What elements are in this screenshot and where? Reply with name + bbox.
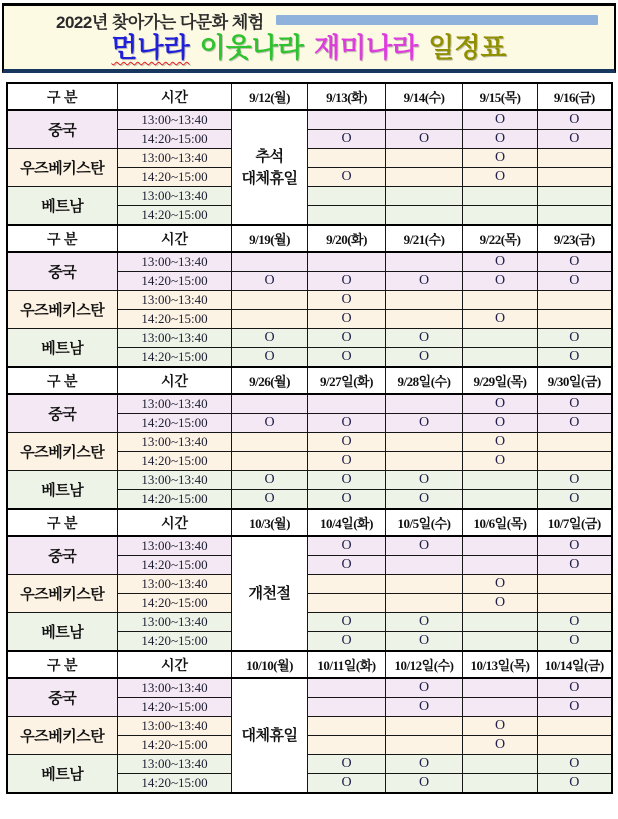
group-header-cell: 구 분	[7, 83, 118, 110]
mark-cell: O	[308, 414, 386, 433]
mark-cell: O	[308, 168, 386, 187]
holiday-cell	[232, 678, 308, 793]
mark-cell	[386, 310, 463, 329]
mark-cell	[538, 206, 612, 226]
mark-cell	[386, 394, 463, 414]
schedule-row	[7, 110, 612, 130]
mark-cell: O	[463, 394, 538, 414]
date-header-cell: 10/13일(목)	[463, 651, 538, 678]
title-word: 일정표	[428, 33, 507, 63]
country-cell: 우즈베키스탄	[7, 433, 118, 471]
time-slot-cell: 14:20~15:00	[118, 348, 232, 368]
mark-cell	[463, 698, 538, 717]
schedule-row	[7, 187, 612, 206]
country-cell: 중국	[7, 536, 118, 575]
mark-cell: O	[386, 678, 463, 698]
mark-cell	[308, 717, 386, 736]
title-word: 재미나라	[314, 33, 419, 63]
time-header-cell: 시간	[118, 651, 232, 678]
date-header-cell: 9/20(화)	[308, 225, 386, 252]
mark-cell	[232, 252, 308, 272]
date-header-cell: 10/3(월)	[232, 509, 308, 536]
mark-cell: O	[463, 594, 538, 613]
country-cell: 베트남	[7, 755, 118, 794]
country-cell: 중국	[7, 394, 118, 433]
mark-cell: O	[538, 632, 612, 652]
mark-cell	[308, 252, 386, 272]
date-header-cell: 9/16(금)	[538, 83, 612, 110]
mark-cell: O	[232, 414, 308, 433]
mark-cell: O	[463, 433, 538, 452]
mark-cell	[463, 329, 538, 348]
mark-cell	[232, 310, 308, 329]
time-slot-cell: 13:00~13:40	[118, 678, 232, 698]
holiday-cell	[232, 536, 308, 651]
mark-cell	[538, 575, 612, 594]
mark-cell	[538, 452, 612, 471]
mark-cell	[308, 149, 386, 168]
time-slot-cell: 13:00~13:40	[118, 252, 232, 272]
mark-cell	[463, 490, 538, 510]
time-slot-cell: 14:20~15:00	[118, 206, 232, 226]
mark-cell: O	[386, 471, 463, 490]
title-word: 먼나라	[111, 33, 190, 63]
mark-cell	[308, 110, 386, 130]
mark-cell: O	[538, 414, 612, 433]
mark-cell: O	[538, 536, 612, 556]
date-header-cell: 9/13(화)	[308, 83, 386, 110]
time-slot-cell: 13:00~13:40	[118, 471, 232, 490]
time-slot-cell: 14:20~15:00	[118, 414, 232, 433]
mark-cell	[232, 433, 308, 452]
mark-cell	[463, 613, 538, 632]
mark-cell: O	[386, 348, 463, 368]
date-header-cell: 9/27일(화)	[308, 367, 386, 394]
mark-cell	[386, 206, 463, 226]
country-cell: 우즈베키스탄	[7, 717, 118, 755]
holiday-label-line: 대체휴일	[241, 170, 298, 187]
schedule-table-body	[7, 83, 612, 793]
date-header-cell: 10/10(월)	[232, 651, 308, 678]
mark-cell: O	[386, 755, 463, 774]
mark-cell: O	[463, 736, 538, 755]
mark-cell: O	[538, 394, 612, 414]
mark-cell	[538, 717, 612, 736]
mark-cell: O	[538, 613, 612, 632]
time-slot-cell: 14:20~15:00	[118, 594, 232, 613]
time-slot-cell: 14:20~15:00	[118, 272, 232, 291]
mark-cell	[386, 433, 463, 452]
mark-cell	[463, 632, 538, 652]
mark-cell	[386, 291, 463, 310]
mark-cell	[538, 168, 612, 187]
date-header-cell: 10/6일(목)	[463, 509, 538, 536]
mark-cell	[463, 774, 538, 794]
mark-cell: O	[538, 348, 612, 368]
mark-cell: O	[386, 632, 463, 652]
mark-cell: O	[386, 414, 463, 433]
schedule-row	[7, 755, 612, 774]
time-slot-cell: 14:20~15:00	[118, 452, 232, 471]
date-header-cell: 9/22(목)	[463, 225, 538, 252]
page-title	[4, 31, 614, 65]
mark-cell: O	[232, 471, 308, 490]
mark-cell	[308, 187, 386, 206]
group-header-cell: 구 분	[7, 367, 118, 394]
holiday-cell	[232, 110, 308, 225]
date-header-cell: 9/12(월)	[232, 83, 308, 110]
mark-cell: O	[538, 130, 612, 149]
mark-cell	[308, 698, 386, 717]
date-header-cell: 9/23(금)	[538, 225, 612, 252]
mark-cell: O	[538, 774, 612, 794]
mark-cell	[538, 149, 612, 168]
mark-cell: O	[308, 433, 386, 452]
time-slot-cell: 13:00~13:40	[118, 110, 232, 130]
date-header-cell: 9/26(월)	[232, 367, 308, 394]
mark-cell	[538, 736, 612, 755]
country-cell: 우즈베키스탄	[7, 149, 118, 187]
schedule-row	[7, 717, 612, 736]
schedule-row	[7, 252, 612, 272]
time-header-cell: 시간	[118, 83, 232, 110]
mark-cell: O	[308, 272, 386, 291]
mark-cell	[463, 206, 538, 226]
holiday-label-line: 대체휴일	[241, 727, 298, 744]
mark-cell	[463, 348, 538, 368]
time-slot-cell: 13:00~13:40	[118, 149, 232, 168]
time-slot-cell: 13:00~13:40	[118, 394, 232, 414]
mark-cell: O	[538, 556, 612, 575]
time-slot-cell: 14:20~15:00	[118, 556, 232, 575]
country-cell: 베트남	[7, 471, 118, 510]
mark-cell	[308, 736, 386, 755]
time-slot-cell: 13:00~13:40	[118, 755, 232, 774]
mark-cell	[232, 291, 308, 310]
schedule-row	[7, 471, 612, 490]
date-header-cell: 9/15(목)	[463, 83, 538, 110]
mark-cell	[463, 755, 538, 774]
mark-cell	[538, 594, 612, 613]
mark-cell	[386, 149, 463, 168]
schedule-row	[7, 575, 612, 594]
date-header-cell: 10/14일(금)	[538, 651, 612, 678]
mark-cell	[463, 678, 538, 698]
time-slot-cell: 14:20~15:00	[118, 698, 232, 717]
mark-cell: O	[308, 632, 386, 652]
program-subtitle: 2022년 찾아가는 다문화 체험	[56, 12, 264, 32]
mark-cell: O	[308, 755, 386, 774]
mark-cell: O	[386, 272, 463, 291]
date-header-cell: 9/30일(금)	[538, 367, 612, 394]
date-header-cell: 9/19(월)	[232, 225, 308, 252]
schedule-row	[7, 291, 612, 310]
time-slot-cell: 13:00~13:40	[118, 187, 232, 206]
mark-cell: O	[232, 348, 308, 368]
mark-cell: O	[463, 575, 538, 594]
mark-cell: O	[538, 110, 612, 130]
time-slot-cell: 13:00~13:40	[118, 613, 232, 632]
mark-cell: O	[538, 329, 612, 348]
mark-cell: O	[386, 698, 463, 717]
week-header-row	[7, 367, 612, 394]
date-header-cell: 9/28일(수)	[386, 367, 463, 394]
mark-cell: O	[463, 149, 538, 168]
mark-cell	[538, 187, 612, 206]
mark-cell	[386, 252, 463, 272]
mark-cell: O	[386, 329, 463, 348]
week-header-row	[7, 651, 612, 678]
mark-cell	[386, 168, 463, 187]
date-header-cell: 10/4일(화)	[308, 509, 386, 536]
schedule-row	[7, 678, 612, 698]
mark-cell	[386, 452, 463, 471]
mark-cell	[463, 187, 538, 206]
mark-cell	[463, 536, 538, 556]
mark-cell: O	[463, 452, 538, 471]
holiday-label-line: 추석	[255, 148, 284, 165]
mark-cell: O	[308, 291, 386, 310]
time-slot-cell: 14:20~15:00	[118, 632, 232, 652]
mark-cell: O	[538, 678, 612, 698]
mark-cell	[308, 678, 386, 698]
mark-cell: O	[386, 490, 463, 510]
country-cell: 중국	[7, 252, 118, 291]
mark-cell	[308, 394, 386, 414]
time-slot-cell: 13:00~13:40	[118, 717, 232, 736]
title-banner	[2, 3, 616, 73]
mark-cell: O	[463, 414, 538, 433]
mark-cell: O	[538, 755, 612, 774]
country-cell: 중국	[7, 678, 118, 717]
time-slot-cell: 14:20~15:00	[118, 130, 232, 149]
time-slot-cell: 14:20~15:00	[118, 310, 232, 329]
mark-cell: O	[308, 556, 386, 575]
mark-cell	[538, 433, 612, 452]
mark-cell	[463, 471, 538, 490]
week-header-row	[7, 83, 612, 110]
mark-cell: O	[463, 717, 538, 736]
country-cell: 베트남	[7, 329, 118, 368]
time-slot-cell: 14:20~15:00	[118, 168, 232, 187]
time-slot-cell: 14:20~15:00	[118, 490, 232, 510]
mark-cell: O	[308, 310, 386, 329]
mark-cell	[308, 594, 386, 613]
mark-cell: O	[463, 168, 538, 187]
mark-cell: O	[538, 471, 612, 490]
schedule-row	[7, 433, 612, 452]
mark-cell: O	[463, 110, 538, 130]
mark-cell	[538, 310, 612, 329]
time-header-cell: 시간	[118, 367, 232, 394]
mark-cell: O	[232, 329, 308, 348]
time-slot-cell: 13:00~13:40	[118, 536, 232, 556]
mark-cell	[386, 717, 463, 736]
mark-cell	[538, 291, 612, 310]
mark-cell	[386, 575, 463, 594]
date-header-cell: 9/14(수)	[386, 83, 463, 110]
holiday-label-line: 개천절	[248, 585, 291, 602]
accent-bar	[276, 15, 598, 25]
mark-cell: O	[463, 310, 538, 329]
date-header-cell: 10/7일(금)	[538, 509, 612, 536]
group-header-cell: 구 분	[7, 225, 118, 252]
date-header-cell: 10/11일(화)	[308, 651, 386, 678]
mark-cell	[308, 206, 386, 226]
banner-subtitle-row	[4, 9, 614, 31]
country-cell: 우즈베키스탄	[7, 575, 118, 613]
mark-cell	[386, 594, 463, 613]
time-slot-cell: 14:20~15:00	[118, 736, 232, 755]
mark-cell: O	[538, 272, 612, 291]
mark-cell	[386, 110, 463, 130]
mark-cell: O	[308, 130, 386, 149]
date-header-cell: 9/29일(목)	[463, 367, 538, 394]
group-header-cell: 구 분	[7, 651, 118, 678]
mark-cell: O	[463, 252, 538, 272]
country-cell: 중국	[7, 110, 118, 149]
week-header-row	[7, 225, 612, 252]
country-cell: 우즈베키스탄	[7, 291, 118, 329]
mark-cell	[232, 452, 308, 471]
time-slot-cell: 13:00~13:40	[118, 575, 232, 594]
mark-cell: O	[308, 348, 386, 368]
time-header-cell: 시간	[118, 509, 232, 536]
week-header-row	[7, 509, 612, 536]
mark-cell: O	[308, 613, 386, 632]
date-header-cell: 10/5일(수)	[386, 509, 463, 536]
mark-cell: O	[308, 490, 386, 510]
mark-cell: O	[538, 490, 612, 510]
mark-cell	[386, 556, 463, 575]
time-slot-cell: 13:00~13:40	[118, 433, 232, 452]
date-header-cell: 10/12일(수)	[386, 651, 463, 678]
mark-cell: O	[308, 536, 386, 556]
mark-cell: O	[232, 490, 308, 510]
country-cell: 베트남	[7, 613, 118, 652]
time-slot-cell: 13:00~13:40	[118, 291, 232, 310]
time-header-cell: 시간	[118, 225, 232, 252]
mark-cell: O	[308, 774, 386, 794]
mark-cell	[463, 556, 538, 575]
schedule-row	[7, 536, 612, 556]
mark-cell: O	[386, 130, 463, 149]
mark-cell: O	[308, 329, 386, 348]
time-slot-cell: 14:20~15:00	[118, 774, 232, 794]
mark-cell: O	[538, 698, 612, 717]
mark-cell: O	[386, 536, 463, 556]
mark-cell: O	[232, 272, 308, 291]
country-cell: 베트남	[7, 187, 118, 226]
mark-cell: O	[308, 452, 386, 471]
schedule-row	[7, 149, 612, 168]
title-word: 이웃나라	[199, 33, 304, 63]
mark-cell	[386, 736, 463, 755]
schedule-row	[7, 613, 612, 632]
group-header-cell: 구 분	[7, 509, 118, 536]
date-header-cell: 9/21(수)	[386, 225, 463, 252]
mark-cell: O	[386, 774, 463, 794]
schedule-table	[6, 82, 613, 794]
schedule-row	[7, 394, 612, 414]
mark-cell	[463, 291, 538, 310]
time-slot-cell: 13:00~13:40	[118, 329, 232, 348]
mark-cell: O	[538, 252, 612, 272]
mark-cell	[232, 394, 308, 414]
mark-cell: O	[386, 613, 463, 632]
mark-cell: O	[463, 130, 538, 149]
mark-cell	[386, 187, 463, 206]
mark-cell	[308, 575, 386, 594]
mark-cell: O	[308, 471, 386, 490]
mark-cell: O	[463, 272, 538, 291]
schedule-row	[7, 329, 612, 348]
